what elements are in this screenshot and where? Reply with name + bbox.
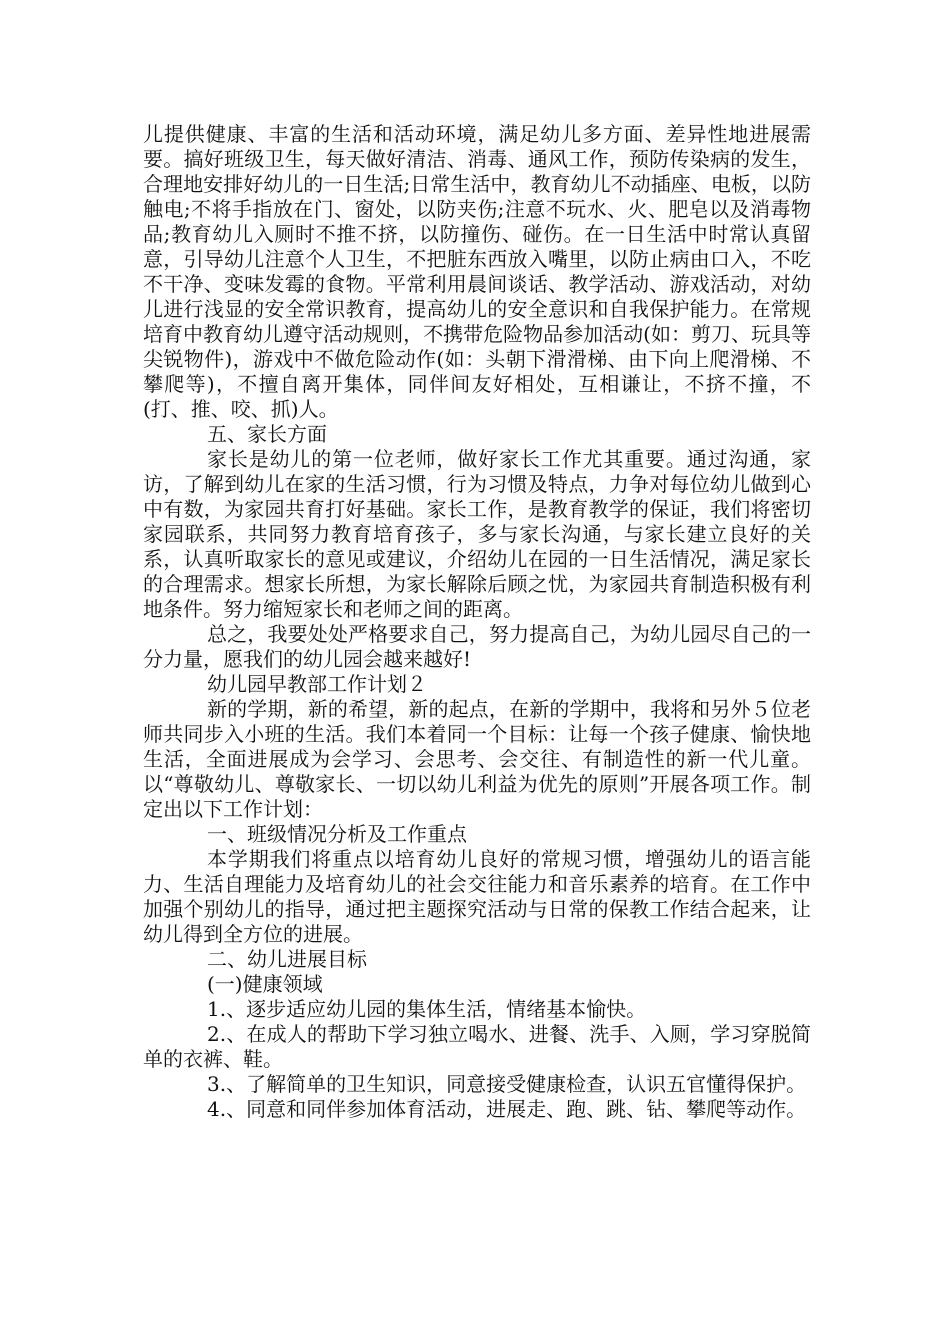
- heading-health-domain: (一)健康领域: [207, 972, 323, 996]
- list-item-health-4: 4.、同意和同伴参加体育活动，进展走、跑、跳、钻、攀爬等动作。: [207, 1097, 807, 1121]
- heading-development-goals: 二、幼儿进展目标: [207, 947, 367, 971]
- paragraph-conclusion: 总之，我要处处严格要求自己，努力提高自己，为幼儿园尽自己的一分力量，愿我们的幼儿园会越来越好!: [143, 622, 811, 671]
- list-item-health-3: 3.、了解简单的卫生知识，同意接受健康检查，认识五官懂得保护。: [207, 1072, 807, 1096]
- paragraph-parents: 家长是幼儿的第一位老师，做好家长工作尤其重要。通过沟通，家访，了解到幼儿在家的生活习惯，行为习惯及特点，力争对每位幼儿做到心中有数，为家园共育打好基础。家长工作，是教育教学的保证，我们将密切家园联系，共同努力教育培育孩子，多与家长沟通，与家长建立良好的关系，认真听取家长的意见或建议，介绍幼儿在园的一日生活情况，满足家长的合理需求。想家长所想，为家长解除后顾之忧，为家园共育制造积极有利地条件。努力缩短家长和老师之间的距离。: [143, 447, 811, 621]
- paragraph-plan-intro: 新的学期，新的希望，新的起点，在新的学期中，我将和另外５位老师共同步入小班的生活。我们本着同一个目标：让每一个孩子健康、愉快地生活，全面进展成为会学习、会思考、会交往、有制造性的新一代儿童。以“尊敬幼儿、尊敬家长、一切以幼儿利益为优先的原则”开展各项工作。制定出以下工作计划：: [143, 697, 811, 821]
- plan-2-title: 幼儿园早教部工作计划２: [207, 672, 427, 696]
- document-page: [143, 122, 811, 1122]
- paragraph-class-analysis: 本学期我们将重点以培育幼儿良好的常规习惯，增强幼儿的语言能力、生活自理能力及培育幼儿的社会交往能力和音乐素养的培育。在工作中加强个别幼儿的指导，通过把主题探究活动与日常的保教工作结合起来，让幼儿得到全方位的进展。: [143, 847, 811, 946]
- heading-parents: 五、家长方面: [207, 422, 327, 446]
- paragraph-safety: 儿提供健康、丰富的生活和活动环境，满足幼儿多方面、差异性地进展需要。搞好班级卫生，每天做好清洁、消毒、通风工作，预防传染病的发生，合理地安排好幼儿的一日生活;日常生活中，教育幼儿不动插座、电板，以防触电;不将手指放在门、窗处，以防夹伤;注意不玩水、火、肥皂以及消毒物品;教育幼儿入厕时不推不挤，以防撞伤、碰伤。在一日生活中时常认真留意，引导幼儿注意个人卫生，不把脏东西放入嘴里，以防止病由口入，不吃不干净、变味发霉的食物。平常利用晨间谈话、教学活动、游戏活动，对幼儿进行浅显的安全常识教育，提高幼儿的安全意识和自我保护能力。在常规培育中教育幼儿遵守活动规则，不携带危险物品参加活动(如：剪刀、玩具等尖锐物件)，游戏中不做危险动作(如：头朝下滑滑梯、由下向上爬滑梯、不攀爬等)，不擅自离开集体，同伴间友好相处，互相谦让，不挤不撞，不(打、推、咬、抓)人。: [143, 122, 811, 421]
- list-item-health-1: 1.、逐步适应幼儿园的集体生活，情绪基本愉快。: [207, 997, 647, 1021]
- heading-class-analysis: 一、班级情况分析及工作重点: [207, 822, 467, 846]
- list-item-health-2: 2.、在成人的帮助下学习独立喝水、进餐、洗手、入厕，学习穿脱简单的衣裤、鞋。: [143, 1022, 811, 1071]
